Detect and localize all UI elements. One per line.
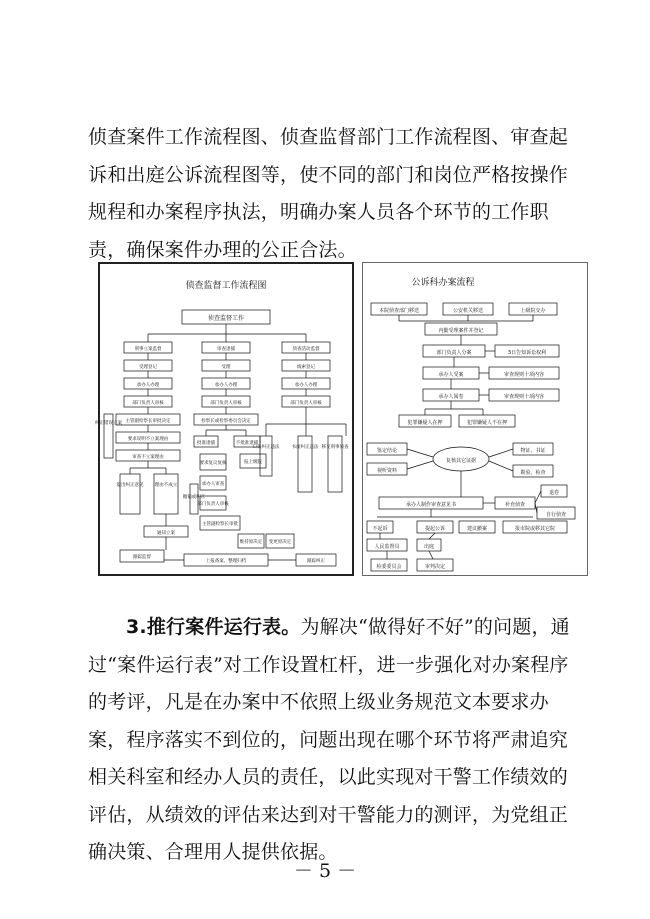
investigation-supervision-flowchart <box>95 262 354 576</box>
left-chart-root: 侦查监督工作 <box>207 315 245 322</box>
left-branch-1-step-1: 受理登记 <box>139 365 157 370</box>
right-after-1: 人民监督员 <box>374 544 400 550</box>
left-lower-16: 通知立案 <box>157 531 175 536</box>
left-lower-15: 变更原决定 <box>268 540 292 545</box>
right-evidence-3: 复核其它证据 <box>445 458 477 464</box>
flowchart-figures <box>95 262 588 576</box>
left-branch-1-step-3: 部门负责人审核 <box>132 401 164 406</box>
intro-paragraph: 侦查案件工作流程图、侦查监督部门工作流程图、审查起诉和出庭公诉流程图等，使不同的部门和岗位严格按操作规程和办案程序执法，明确办案人员各个环节的工作职责，确保案件办理的公正合法。 <box>88 126 569 261</box>
left-branch-3-step-2: 承办人办理 <box>294 383 318 388</box>
left-lower-21: 上报备案、整理归档 <box>205 559 247 564</box>
left-lower-12: 主管副检察长审批 <box>202 522 238 527</box>
right-chart-title: 公诉科办案流程 <box>411 278 475 288</box>
left-lower-18: 书面纠正违法 <box>291 445 319 450</box>
right-supplement: 补充侦查 <box>504 502 526 508</box>
left-lower-14: 维持原决定 <box>239 540 263 545</box>
right-notify: 3日告知诉讼权利 <box>507 350 547 356</box>
right-review-1: 审查规则十项内容 <box>503 372 545 378</box>
right-outcome-3: 建议撤案 <box>466 526 488 532</box>
left-lower-8: 不批准逮捕 <box>235 441 259 446</box>
section-heading: 推行案件运行表。 <box>146 616 301 638</box>
section-body: 为解决“做得好不好”的问题，通过“案件运行表”对工作设置杠杆，进一步强化对办案程序的考评，凡是在办案中不依照上级业务规范文本要求办案，程序落实不到位的，问题出现在哪个环节将严肃追究相关科室和经办人员的责任，以此实现对干警工作绩效的评估，从绩效的评估来达到对干警能力的测评，为党组正确决策、合理用人提供依据。 <box>88 616 570 863</box>
left-lower-2: 要求说明不立案理由 <box>127 437 169 442</box>
left-branch-2-step-1: 受理 <box>221 365 231 370</box>
section-paragraph <box>88 609 576 872</box>
right-evidence-1: 鉴定结论 <box>376 448 398 454</box>
right-evidence-5: 勘验、检查 <box>520 470 546 476</box>
left-lower-11: 部门负责人审核 <box>197 502 229 507</box>
right-after-2: 出庭 <box>423 544 435 550</box>
right-top-1: 本院侦查部门移送 <box>378 308 420 314</box>
right-after-4: 审判决定 <box>424 564 446 570</box>
right-handler: 承办人受案 <box>438 372 464 378</box>
right-outcome-2: 提起公诉 <box>424 526 446 532</box>
left-branch-1-step-4: 主管副检察长审批决定 <box>125 419 171 424</box>
right-top-3: 上级院交办 <box>520 308 546 314</box>
right-evidence-4: 物证、书证 <box>520 448 546 454</box>
section-number: 3. <box>126 616 147 638</box>
left-branch-2-step-3: 部门负责人审核 <box>210 401 242 406</box>
right-report: 承办人制作审查意见书 <box>405 502 457 508</box>
left-lower-19: 移交刑事侦查 <box>321 445 349 450</box>
right-self-investigate: 自行侦查 <box>545 512 567 518</box>
left-branch-2-step-2: 承办人办理 <box>214 383 238 388</box>
left-lower-22: 跟踪纠正 <box>307 559 325 564</box>
left-branch-3-head: 侦查活动监督 <box>292 347 320 352</box>
right-assign: 部门负责人分案 <box>436 350 472 356</box>
right-outcome-4: 报市院或移其它院 <box>514 526 556 532</box>
right-reading: 承办人阅卷 <box>438 394 464 400</box>
left-lower-5: 理由不成立 <box>154 483 178 488</box>
right-review-2: 审查规则十项内容 <box>503 394 545 400</box>
page-number: － 5 － <box>293 860 357 882</box>
right-return-case: 退卷 <box>548 490 560 496</box>
right-outcome-1: 不起诉 <box>372 526 388 532</box>
left-lower-6: 撤销或纠正 <box>182 495 206 500</box>
left-lower-17: 口头纠正违法 <box>252 445 280 450</box>
left-lower-7: 批准逮捕 <box>197 441 215 446</box>
right-suspect-out: 犯罪嫌疑人不在押 <box>466 420 508 426</box>
right-suspect-in: 犯罪嫌疑人在押 <box>407 420 443 426</box>
left-branch-1-step-2: 承办人办理 <box>136 383 160 388</box>
left-lower-13: 报上级院 <box>244 460 262 465</box>
left-lower-9: 要求复议复核 <box>199 461 227 466</box>
right-register: 内勤受理案件并登记 <box>438 328 484 334</box>
left-lower-3: 审查不立案理由 <box>132 455 164 460</box>
prosecution-process-flowchart <box>362 262 588 576</box>
left-chart-title: 侦查监督工作流程图 <box>185 281 267 291</box>
left-branch-1-head: 刑事立案监督 <box>134 347 162 352</box>
left-branch-2-head: 审查逮捕 <box>217 347 235 352</box>
left-branch-3-step-1: 线索登记 <box>297 365 315 370</box>
left-lower-1: 纠正错误立案 <box>95 421 122 426</box>
left-lower-20: 跟踪监督 <box>133 555 151 560</box>
right-after-3: 检委委员会 <box>376 564 402 570</box>
right-top-2: 公安机关移送 <box>452 308 484 314</box>
left-branch-2-step-4: 检察长或检察委员会决定 <box>201 419 251 424</box>
left-branch-3-step-3: 部门负责人审核 <box>290 401 322 406</box>
left-lower-10: 承办人审查 <box>201 482 225 487</box>
right-evidence-2: 视听资料 <box>376 468 398 474</box>
left-lower-4: 提出纠正意见 <box>116 483 144 488</box>
